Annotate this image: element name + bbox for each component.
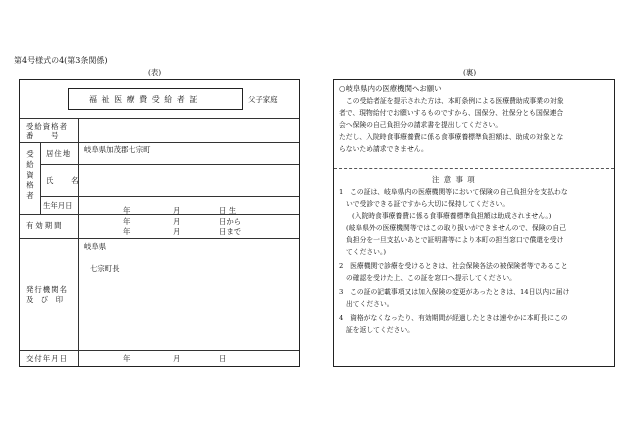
form-number: 第4号様式の4(第3条関係) bbox=[14, 56, 108, 65]
issuer-prefecture: 岐阜県 bbox=[84, 242, 107, 251]
note1-line3: (入院時食事療養費に係る食事療養標準負担額は助成されません。) bbox=[352, 212, 552, 220]
title-box bbox=[68, 88, 243, 110]
para2-line2: らないため請求できません。 bbox=[339, 145, 428, 153]
validity-to-year: 年 bbox=[123, 227, 131, 236]
para1-line3: 会へ保険の自己負担分の請求書を提出してください。 bbox=[339, 121, 503, 129]
birth-day: 日 生 bbox=[219, 206, 237, 215]
para1-line1: この受給者証を提示された方は、本町条例による医療費助成事業の対象 bbox=[346, 97, 564, 105]
para2-line1: ただし、入院時食事療養費に係る食事療養標準負担額は、助成の対象とな bbox=[339, 133, 564, 141]
id-label-line1: 受給資格者 bbox=[26, 122, 68, 131]
validity-from-day: 日から bbox=[219, 217, 242, 226]
issue-day: 日 bbox=[219, 354, 227, 363]
issuer-mayor: 七宗町長 bbox=[90, 264, 120, 273]
issue-year: 年 bbox=[123, 354, 131, 363]
front-card bbox=[19, 79, 300, 367]
back-heading: ○岐阜県内の医療機関へお願い bbox=[339, 84, 442, 93]
back-side-label: (裏) bbox=[463, 68, 477, 77]
birth-label: 生年月日 bbox=[43, 201, 73, 210]
note4-line2: 証を返してください。 bbox=[346, 326, 414, 334]
note1-line2: いで受診できる証ですから大切に保持してください。 bbox=[346, 200, 510, 208]
issue-date-label: 交付年月日 bbox=[26, 354, 68, 363]
id-label-line2: 番 号 bbox=[26, 131, 60, 140]
issue-month: 月 bbox=[173, 354, 181, 363]
back-card bbox=[333, 79, 615, 367]
note1-line5: 負担分を一旦支払いあとで証明書等により本町の担当窓口で償還を受け bbox=[346, 236, 564, 244]
birth-month: 月 bbox=[173, 206, 181, 215]
validity-to-day: 日まで bbox=[219, 227, 242, 236]
birth-year: 年 bbox=[123, 206, 131, 215]
card-title: 福 祉 医 療 費 受 給 者 証 bbox=[89, 95, 199, 104]
validity-label: 有効期間 bbox=[26, 221, 64, 230]
para1-line2: 者で、現物給付でお願いするものですから、国保分、社保分とも国保連合 bbox=[339, 109, 564, 117]
note3-line2: 出てください。 bbox=[346, 300, 394, 308]
note1-line4: (岐阜県外の医療機関等ではこの取り扱いができませんので、保険の自己 bbox=[346, 224, 567, 232]
validity-to-month: 月 bbox=[173, 227, 181, 236]
address-value: 岐阜県加茂郡七宗町 bbox=[84, 145, 151, 154]
note2-line2: の確認を受けた上、この証を窓口へ提示してください。 bbox=[346, 274, 516, 282]
name-label: 氏 名 bbox=[46, 176, 80, 185]
note1-line6: てください。) bbox=[346, 248, 387, 256]
category-label: 父子家庭 bbox=[248, 95, 278, 104]
notes-heading: 注 意 事 項 bbox=[432, 175, 476, 184]
validity-from-month: 月 bbox=[173, 217, 181, 226]
note2-line1: 2 医療機関で診療を受けるときは、社会保険各法の被保険者等であること bbox=[339, 262, 568, 270]
validity-from-year: 年 bbox=[123, 217, 131, 226]
note4-line1: 4 資格がなくなったり、有効期間が経過したときは速やかに本町長にこの bbox=[339, 314, 568, 322]
issuer-label-line1: 発行機関名 bbox=[26, 285, 68, 294]
note1-line1: 1 この証は、岐阜県内の医療機関等において保険の自己負担分を支払わな bbox=[339, 188, 568, 196]
address-label: 居住地 bbox=[46, 149, 72, 158]
recipient-group-label: 受給資格者 bbox=[25, 150, 35, 202]
issuer-label-line2: 及 び 印 bbox=[26, 295, 63, 304]
front-side-label: (表) bbox=[148, 68, 162, 77]
note3-line1: 3 この証の記載事項又は加入保険の変更があったときは、14日以内に届け bbox=[339, 288, 570, 296]
